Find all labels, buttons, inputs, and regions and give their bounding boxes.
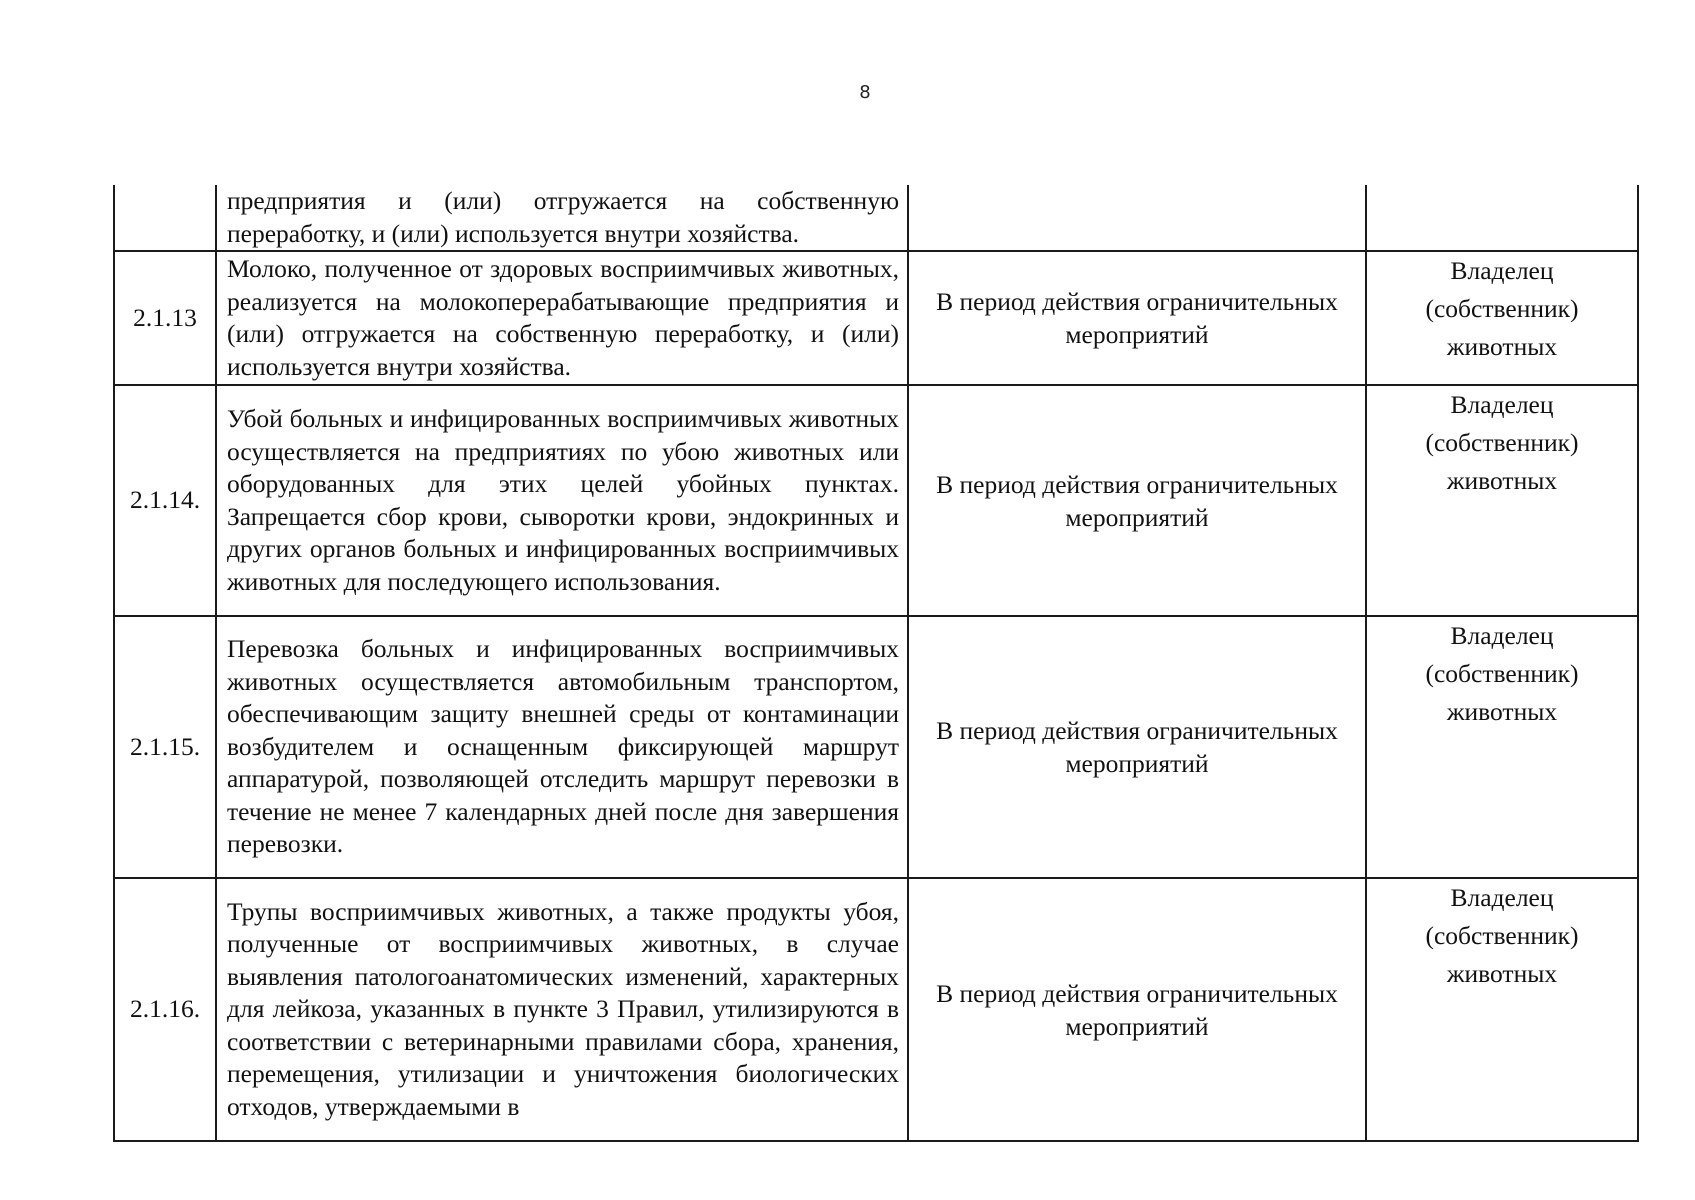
period-cell — [908, 385, 1366, 616]
page-number: 8 — [859, 82, 871, 103]
responsible-line: (собственник) — [1425, 294, 1579, 323]
period-text: В период действия ограничительных мероприятий — [936, 287, 1338, 349]
measure-description — [216, 878, 908, 1141]
responsible-cell — [1366, 251, 1638, 385]
responsible-line: животных — [1446, 697, 1558, 726]
measure-description — [216, 616, 908, 878]
responsible-line: животных — [1446, 959, 1558, 988]
responsible-line: животных — [1446, 466, 1558, 495]
item-number: 2.1.13 — [114, 251, 216, 385]
period-cell — [908, 878, 1366, 1141]
item-number: 2.1.15. — [114, 616, 216, 878]
item-number: 2.1.16. — [114, 878, 216, 1141]
measure-description-text: Перевозка больных и инфицированных восприимчивых животных осуществляется автомобильным транспортом, обеспечивающим защиту внешней среды от контаминации возбудителем и оснащенным фиксирующей маршрут аппаратурой, позволяющей отследить маршрут перевозки в течение не менее 7 календарных дней после дня завершения перевозки. — [227, 634, 899, 859]
table-row — [114, 878, 1638, 1141]
responsible-line: Владелец — [1450, 621, 1554, 650]
period-text: В период действия ограничительных мероприятий — [936, 978, 1338, 1041]
period-text: В период действия ограничительных мероприятий — [936, 716, 1338, 778]
responsible-cell — [1366, 185, 1638, 251]
measure-description — [216, 385, 908, 616]
item-number: 2.1.14. — [114, 385, 216, 616]
measure-description — [216, 185, 908, 251]
measure-description — [216, 251, 908, 385]
responsible-line: (собственник) — [1425, 428, 1579, 457]
table-row — [114, 616, 1638, 878]
table-row — [114, 385, 1638, 616]
measure-description-text: Трупы восприимчивых животных, а также продукты убоя, полученные от восприимчивых животных, в случае выявления патологоанатомических изменений, характерных для лейкоза, указанных в пункте 3 Правил, утилизируются в соответствии с ветеринарными правилами сбора, хранения, перемещения, утилизации и уничтожения биологических отходов, утверждаемыми в — [227, 896, 899, 1121]
table-row — [114, 251, 1638, 385]
responsible-line: Владелец — [1450, 883, 1554, 912]
period-text: В период действия ограничительных мероприятий — [936, 469, 1338, 532]
responsible-line: (собственник) — [1425, 921, 1579, 950]
responsible-line: Владелец — [1450, 390, 1554, 419]
period-cell — [908, 185, 1366, 251]
table-row — [114, 185, 1638, 251]
item-number — [114, 185, 216, 251]
period-cell — [908, 251, 1366, 385]
responsible-cell — [1366, 385, 1638, 616]
period-cell — [908, 616, 1366, 878]
responsible-line: (собственник) — [1425, 659, 1579, 688]
responsible-line: животных — [1446, 332, 1558, 361]
measure-description-text: Молоко, полученное от здоровых восприимчивых животных, реализуется на молокоперерабатывающие предприятия и (или) отгружается на собственную переработку, и (или) используется внутри хозяйства. — [227, 254, 899, 381]
measure-description-text: предприятия и (или) отгружается на собственную переработку, и (или) используется внутри хозяйства. — [227, 186, 899, 248]
responsible-cell — [1366, 878, 1638, 1141]
responsible-line: Владелец — [1450, 256, 1554, 285]
measures-table — [113, 185, 1639, 1142]
responsible-cell — [1366, 616, 1638, 878]
measure-description-text: Убой больных и инфицированных восприимчивых животных осуществляется на предприятиях по убою животных или оборудованных для этих целей убойных пунктах. Запрещается сбор крови, сыворотки крови, эндокринных и других органов больных и инфицированных восприимчивых животных для последующего использования. — [227, 404, 899, 596]
